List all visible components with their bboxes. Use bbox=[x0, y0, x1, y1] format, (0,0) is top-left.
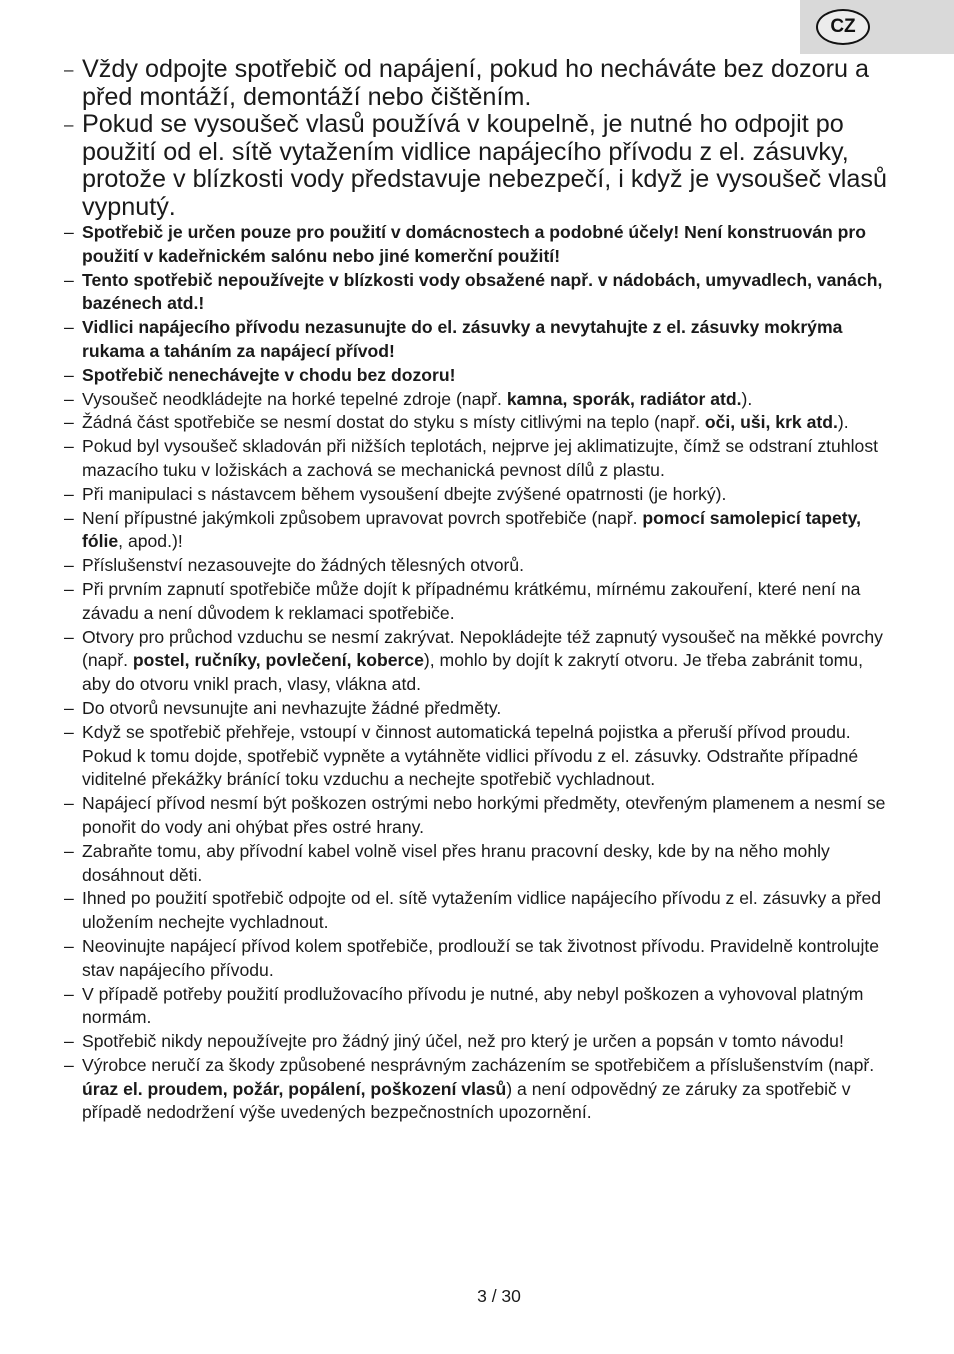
instruction-item bbox=[64, 388, 894, 412]
instruction-item bbox=[64, 983, 894, 1031]
list-bullet-dash: – bbox=[64, 555, 74, 576]
instruction-text: Napájecí přívod nesmí být poškozen ostrými nebo horkými předměty, otevřeným plamenem a nesmí se ponořit do vody ani ohýbat přes ostré hrany. bbox=[82, 793, 886, 837]
instruction-item bbox=[64, 626, 894, 697]
safety-instructions-list bbox=[64, 56, 894, 1125]
instruction-item bbox=[64, 269, 894, 317]
list-bullet-dash: – bbox=[64, 269, 74, 290]
instruction-text: Žádná část spotřebiče se nesmí dostat do styku s místy citlivými na teplo (např. bbox=[82, 412, 705, 433]
instruction-item bbox=[64, 792, 894, 840]
list-bullet-dash: – bbox=[64, 983, 74, 1004]
instruction-item bbox=[64, 316, 894, 364]
list-bullet-dash: – bbox=[64, 626, 74, 647]
language-badge: CZ bbox=[816, 9, 870, 45]
instruction-item bbox=[64, 411, 894, 435]
instruction-item bbox=[64, 935, 894, 983]
instruction-text: Není přípustné jakýmkoli způsobem upravovat povrch spotřebiče (např. bbox=[82, 507, 643, 528]
list-bullet-dash: – bbox=[64, 222, 74, 242]
instruction-text-bold: kamna, sporák, radiátor atd. bbox=[506, 388, 742, 409]
instruction-text: Otvory pro průchod vzduchu se nesmí zakrývat. Nepokládejte též zapnutý vysoušeč na měkké povrchy (např. bbox=[82, 626, 883, 671]
list-bullet-dash: – bbox=[64, 578, 74, 599]
instruction-text-bold: úraz el. proudem, požár, popálení, poškození vlasů bbox=[82, 1078, 507, 1099]
list-bullet-dash: – bbox=[64, 436, 74, 457]
instruction-text: Spotřebič nikdy nepoužívejte pro žádný jiný účel, než pro který je určen a popsán v tomto návodu! bbox=[82, 1031, 844, 1052]
instruction-text: Vysoušeč neodkládejte na horké tepelné zdroje (např. bbox=[82, 388, 507, 409]
instruction-text: , apod.)! bbox=[118, 531, 183, 552]
instruction-text-bold: Tento spotřebič nepoužívejte v blízkosti vody obsažené např. v nádobách, umyvadlech, vanách, bazénech atd.! bbox=[82, 269, 883, 314]
instruction-text-bold: Vidlici napájecího přívodu nezasunujte do el. zásuvky a nevytahujte z el. zásuvky mokrýma rukama a taháním za napájecí přívod! bbox=[82, 317, 843, 361]
list-bullet-dash: – bbox=[64, 1031, 74, 1052]
instruction-text: ). bbox=[837, 412, 849, 433]
instruction-item bbox=[64, 111, 894, 221]
instruction-item bbox=[64, 221, 894, 269]
list-bullet-dash: – bbox=[64, 697, 74, 718]
instruction-text-bold: Spotřebič je určen pouze pro použití v domácnostech a podobné účely! Není konstruován pro použití v kadeřnickém salónu nebo jiné komerční použití! bbox=[82, 222, 866, 266]
instruction-text: Vždy odpojte spotřebič od napájení, pokud ho necháváte bez dozoru a před montáží, demontáží nebo čištěním. bbox=[82, 55, 869, 111]
instruction-text: Výrobce neručí za škody způsobené nesprávným zacházením se spotřebičem a příslušenstvím (např. bbox=[82, 1054, 875, 1075]
instruction-text: ). bbox=[741, 388, 753, 409]
instruction-item bbox=[64, 435, 894, 483]
instruction-text: Neovinujte napájecí přívod kolem spotřebiče, prodlouží se tak životnost přívodu. Pravidelně kontrolujte stav napájecího přívodu. bbox=[82, 935, 880, 980]
instruction-text: Pokud se vysoušeč vlasů používá v koupelně, je nutné ho odpojit po použití od el. sítě vytažením vidlice napájecího přívodu z el. zásuvky, protože v blízkosti vody představuje nebezpečí, i když je vysoušeč vlasů vypnutý. bbox=[82, 110, 888, 221]
list-bullet-dash: – bbox=[64, 1054, 74, 1075]
list-bullet-dash: – bbox=[64, 888, 74, 909]
instruction-item bbox=[64, 1054, 894, 1125]
list-bullet-dash: – bbox=[64, 721, 74, 742]
list-bullet-dash: – bbox=[64, 840, 74, 861]
instruction-item bbox=[64, 554, 894, 578]
instruction-text: ) a není odpovědný ze záruky za spotřebič v případě nedodržení výše uvedených bezpečnostních upozornění. bbox=[82, 1078, 851, 1123]
instruction-item bbox=[64, 507, 894, 555]
instruction-item bbox=[64, 840, 894, 888]
list-bullet-dash: – bbox=[64, 364, 74, 385]
list-bullet-dash: – bbox=[64, 793, 74, 814]
list-bullet-dash: – bbox=[64, 317, 74, 338]
instruction-text-bold: Spotřebič nenechávejte v chodu bez dozoru! bbox=[82, 364, 456, 385]
instruction-text-bold: oči, uši, krk atd. bbox=[704, 412, 838, 433]
instruction-item bbox=[64, 56, 894, 111]
list-bullet-dash: – bbox=[64, 507, 74, 528]
instruction-text: Při manipulaci s nástavcem během vysoušení dbejte zvýšené opatrnosti (je horký). bbox=[82, 483, 727, 504]
list-bullet-dash: – bbox=[64, 412, 74, 433]
instruction-text: Zabraňte tomu, aby přívodní kabel volně visel přes hranu pracovní desky, kde by na něho mohly dosáhnout děti. bbox=[82, 840, 830, 885]
instruction-text: Příslušenství nezasouvejte do žádných tělesných otvorů. bbox=[82, 555, 525, 576]
instruction-item bbox=[64, 578, 894, 626]
list-bullet-dash: – bbox=[64, 388, 74, 409]
instruction-item bbox=[64, 364, 894, 388]
instruction-item bbox=[64, 1030, 894, 1054]
instruction-item bbox=[64, 697, 894, 721]
instruction-item bbox=[64, 483, 894, 507]
list-bullet-dash: – bbox=[64, 483, 74, 504]
instruction-text: Pokud byl vysoušeč skladován při nižších teplotách, nejprve jej aklimatizujte, čímž se odstraní ztuhlost mazacího tuku v ložiskách a zachová se mechanická pevnost dílů z plastu. bbox=[82, 436, 879, 480]
instruction-text-bold: postel, ručníky, povlečení, koberce bbox=[132, 650, 424, 671]
list-bullet-dash: – bbox=[64, 115, 74, 134]
instruction-text: Ihned po použití spotřebič odpojte od el. sítě vytažením vidlice napájecího přívodu z el. zásuvky a před uložením nechejte vychladnout. bbox=[82, 888, 882, 933]
language-tab bbox=[800, 0, 954, 54]
instruction-item bbox=[64, 887, 894, 935]
instruction-text: Když se spotřebič přehřeje, vstoupí v činnost automatická tepelná pojistka a přeruší přívod proudu. Pokud k tomu dojde, spotřebič vypněte a vytáhněte vidlici přívodu z el. zásuvky. Odstraňte případné viditelné překážky bránící toku vzduchu a nechejte spotřebič vychladnout. bbox=[82, 721, 859, 790]
instruction-text: ), mohlo by dojít k zakrytí otvoru. Je třeba zabránit tomu, aby do otvoru vnikl prach, vlasy, vlákna atd. bbox=[82, 650, 863, 695]
instruction-text: V případě potřeby použití prodlužovacího přívodu je nutné, aby nebyl poškozen a vyhovoval platným normám. bbox=[82, 983, 864, 1028]
instruction-text-bold: pomocí samolepicí tapety, fólie bbox=[82, 507, 862, 552]
instruction-text: Při prvním zapnutí spotřebiče může dojít k případnému krátkému, mírnému zakouření, které není na závadu a není důvodem k reklamaci spotřebiče. bbox=[82, 578, 861, 623]
instruction-text: Do otvorů nevsunujte ani nevhazujte žádné předměty. bbox=[82, 697, 502, 718]
page-number: 3 / 30 bbox=[477, 1286, 521, 1306]
list-bullet-dash: – bbox=[64, 60, 74, 79]
list-bullet-dash: – bbox=[64, 935, 74, 956]
instruction-item bbox=[64, 721, 894, 792]
